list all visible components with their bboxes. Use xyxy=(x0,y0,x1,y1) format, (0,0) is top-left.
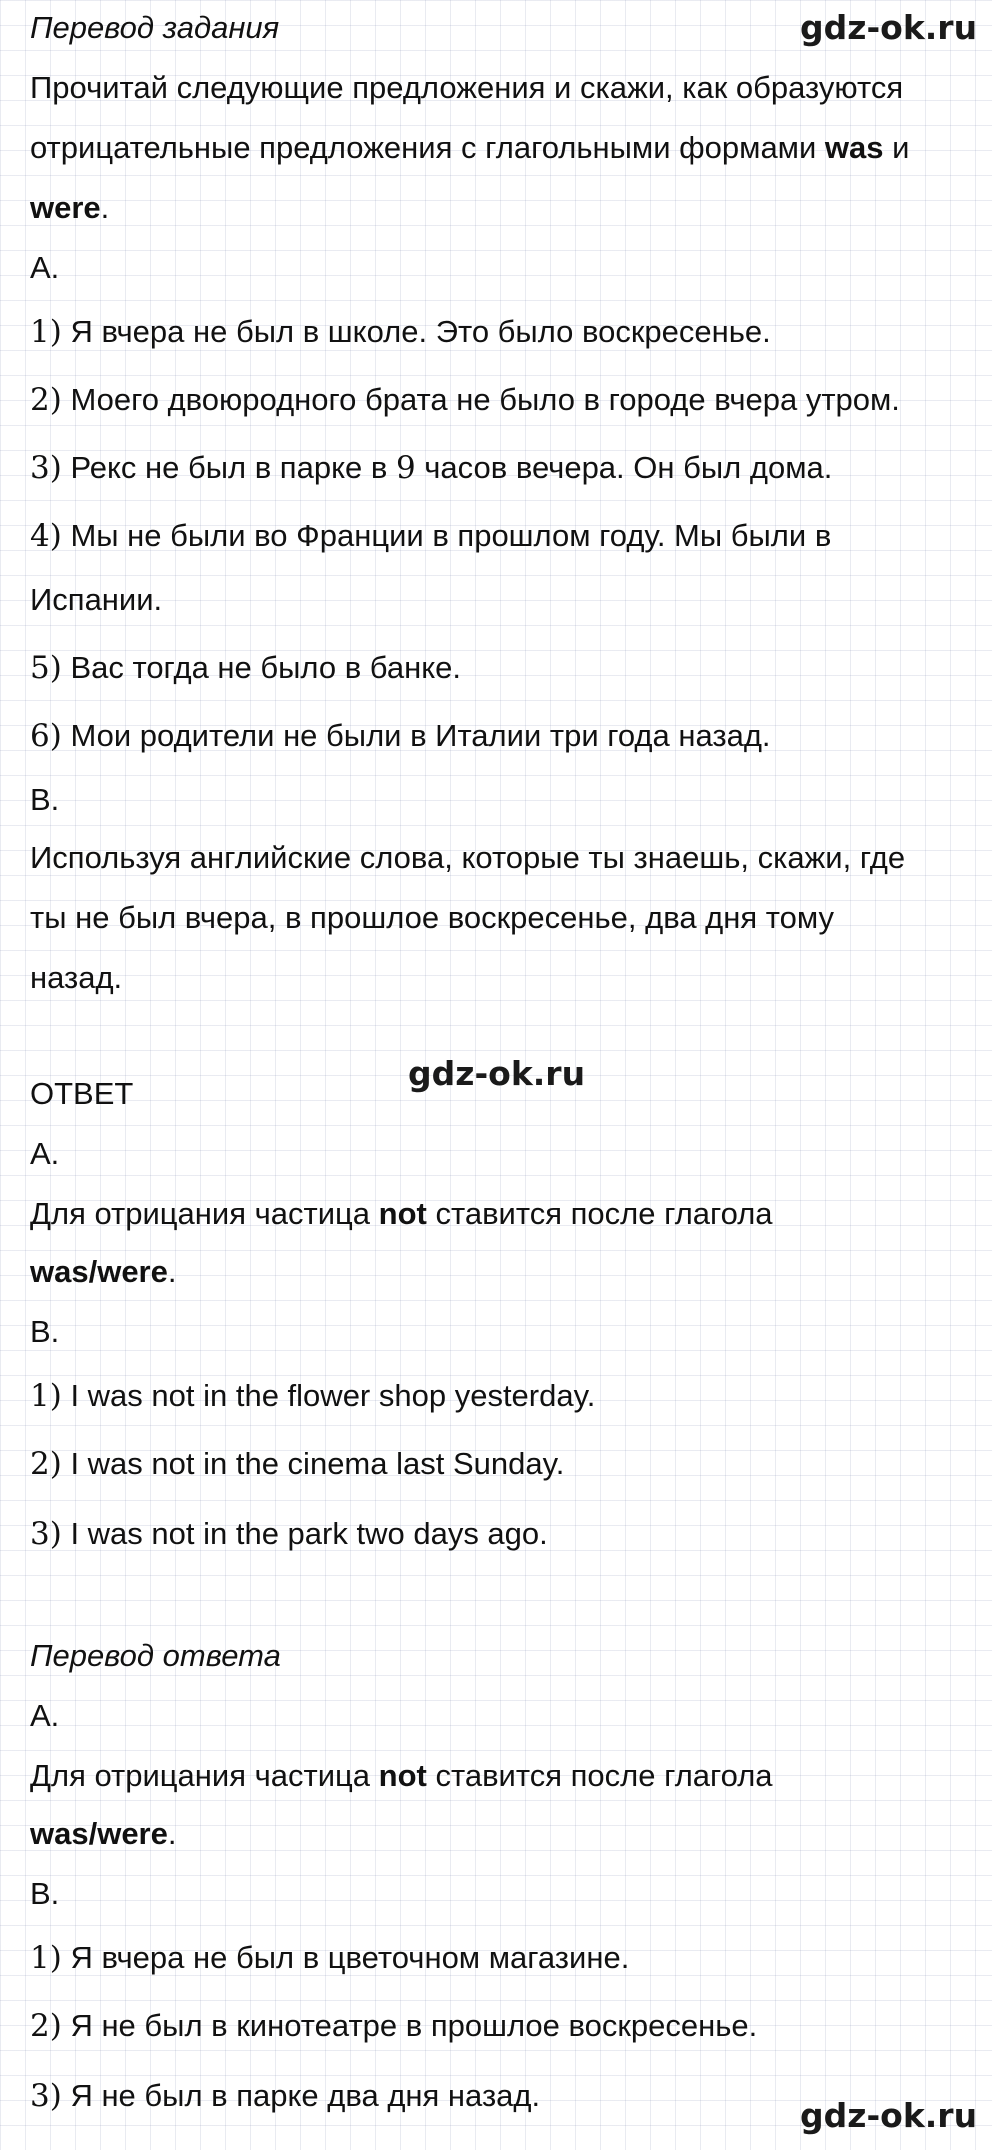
translation-heading: Перевод ответа xyxy=(30,1638,281,1673)
task-sentence-5: 5) Вас тогда не было в банке. xyxy=(30,650,461,686)
translation-part-a-label: A. xyxy=(30,1698,60,1733)
answer-part-b-label: B. xyxy=(30,1314,60,1349)
translation-part-a-text-line-2: was/were. xyxy=(30,1816,177,1851)
translation-part-a-text-line-1: Для отрицания частица not ставится после глагола xyxy=(30,1758,773,1793)
task-part-b-line-1: Используя английские слова, которые ты знаешь, скажи, где xyxy=(30,840,906,875)
translation-item-1: 1) Я вчера не был в цветочном магазине. xyxy=(30,1940,630,1976)
task-sentence-4-continued: Испании. xyxy=(30,582,163,617)
answer-item-3: 3) I was not in the park two days ago. xyxy=(30,1516,548,1552)
task-part-a-label: A. xyxy=(30,250,60,285)
answer-heading: ОТВЕТ xyxy=(30,1076,134,1111)
task-part-b-label: B. xyxy=(30,782,60,817)
answer-part-a-label: A. xyxy=(30,1136,60,1171)
answer-item-1: 1) I was not in the flower shop yesterday. xyxy=(30,1378,596,1414)
task-sentence-4: 4) Мы не были во Франции в прошлом году. Мы были в xyxy=(30,518,832,554)
task-heading: Перевод задания xyxy=(30,10,280,45)
task-sentence-2: 2) Моего двоюродного брата не было в городе вчера утром. xyxy=(30,382,900,418)
task-part-b-line-3: назад. xyxy=(30,960,123,995)
task-sentence-3: 3) Рекс не был в парке в 9 часов вечера. Он был дома. xyxy=(30,450,833,486)
task-intro-line-1: Прочитай следующие предложения и скажи, как образуются xyxy=(30,70,904,105)
task-intro-line-2: отрицательные предложения с глагольными формами was и xyxy=(30,130,910,165)
task-part-b-line-2: ты не был вчера, в прошлое воскресенье, два дня тому xyxy=(30,900,835,935)
watermark-middle: gdz-ok.ru xyxy=(408,1054,586,1093)
answer-part-a-text-line-2: was/were. xyxy=(30,1254,177,1289)
watermark-bottom: gdz-ok.ru xyxy=(800,2096,978,2135)
task-sentence-1: 1) Я вчера не был в школе. Это было воскресенье. xyxy=(30,314,771,350)
translation-part-b-label: B. xyxy=(30,1876,60,1911)
translation-item-2: 2) Я не был в кинотеатре в прошлое воскресенье. xyxy=(30,2008,758,2044)
translation-item-3: 3) Я не был в парке два дня назад. xyxy=(30,2078,541,2114)
answer-part-a-text-line-1: Для отрицания частица not ставится после глагола xyxy=(30,1196,773,1231)
answer-item-2: 2) I was not in the cinema last Sunday. xyxy=(30,1446,565,1482)
watermark-top: gdz-ok.ru xyxy=(800,8,978,47)
task-sentence-6: 6) Мои родители не были в Италии три года назад. xyxy=(30,718,771,754)
task-intro-line-3: were. xyxy=(30,190,110,225)
